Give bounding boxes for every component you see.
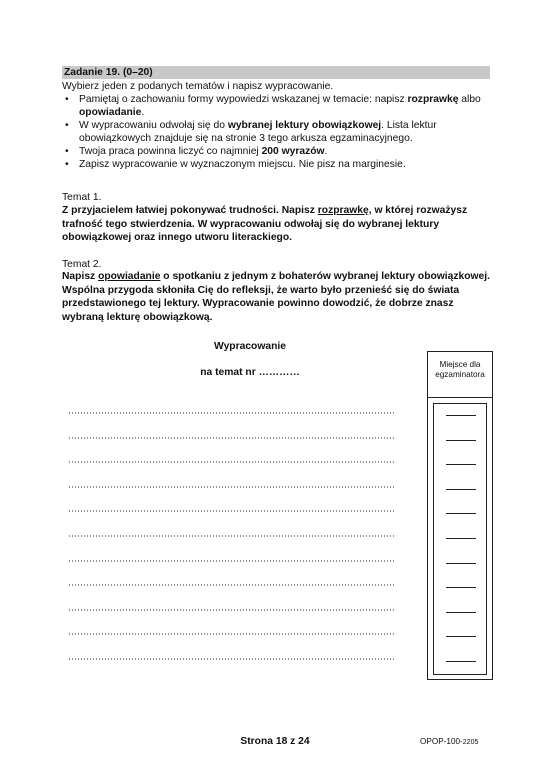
bullet-icon: • [65, 120, 69, 131]
writing-line[interactable] [68, 510, 394, 512]
examiner-score-line [446, 636, 476, 637]
writing-line[interactable] [68, 486, 394, 488]
examiner-score-line [446, 612, 476, 613]
examiner-box [427, 351, 493, 680]
examiner-score-line [446, 587, 476, 588]
bullet-icon: • [65, 146, 69, 157]
writing-line[interactable] [68, 609, 394, 611]
page-number: Strona 18 z 24 [240, 736, 310, 747]
bullet-icon: • [65, 159, 69, 170]
instruction-item: • Zapisz wypracowanie w wyznaczonym miejscu. Nie pisz na marginesie. [65, 159, 406, 170]
topic2-label: Temat 2. [62, 259, 102, 270]
task-intro: Wybierz jeden z podanych tematów i napisz wypracowanie. [62, 81, 334, 92]
examiner-score-line [446, 440, 476, 441]
examiner-score-line [446, 415, 476, 416]
examiner-score-line [446, 513, 476, 514]
instruction-item: • Twoja praca powinna liczyć co najmniej 200 wyrazów. [65, 146, 328, 157]
examiner-score-line [446, 563, 476, 564]
writing-line[interactable] [68, 633, 394, 635]
writing-line[interactable] [68, 535, 394, 537]
topic1-text: Z przyjacielem łatwiej pokonywać trudności. Napisz rozprawkę, w której rozważysz trafność tego stwierdzenia. W wypracowaniu odwołaj się do wybranej lektury obowiązkowej oraz innego utworu literackiego. [62, 205, 468, 244]
instructions-list [62, 93, 492, 171]
examiner-score-line [446, 489, 476, 490]
examiner-score-line [446, 538, 476, 539]
writing-line[interactable] [68, 412, 394, 414]
writing-line[interactable] [68, 437, 394, 439]
examiner-score-line [446, 464, 476, 465]
examiner-score-line [446, 661, 476, 662]
writing-line[interactable] [68, 461, 394, 463]
essay-title: Wypracowanie [214, 341, 286, 352]
examiner-score-column [433, 403, 487, 675]
essay-topic-number: na temat nr ………… [200, 367, 300, 378]
exam-code: OPOP-100-2205 [420, 737, 479, 746]
examiner-label: Miejsce dla egzaminatora [428, 352, 492, 398]
writing-line[interactable] [68, 584, 394, 586]
writing-line[interactable] [68, 658, 394, 660]
instruction-item: • W wypracowaniu odwołaj się do wybranej lektury obowiązkowej. Lista lektur obowiązkowych znajduje się na stronie 3 tego arkusza egzaminacyjnego. [65, 120, 437, 144]
instruction-item: • Pamiętaj o zachowaniu formy wypowiedzi wskazanej w temacie: napisz rozprawkę albo opowiadanie. [65, 94, 481, 118]
topic2-text: Napisz opowiadanie o spotkaniu z jednym z bohaterów wybranej lektury obowiązkowej. Wspólna przygoda skłoniła Cię do refleksji, że warto było przenieść się do świata przedstawionego tej lektury. Wypracowanie powinno dowodzić, że dobrze znasz wybraną lekturę obowiązkową. [62, 271, 490, 323]
bullet-icon: • [65, 94, 69, 105]
topic1-label: Temat 1. [62, 192, 102, 203]
writing-line[interactable] [68, 560, 394, 562]
task-header: Zadanie 19. (0–20) [62, 66, 490, 79]
